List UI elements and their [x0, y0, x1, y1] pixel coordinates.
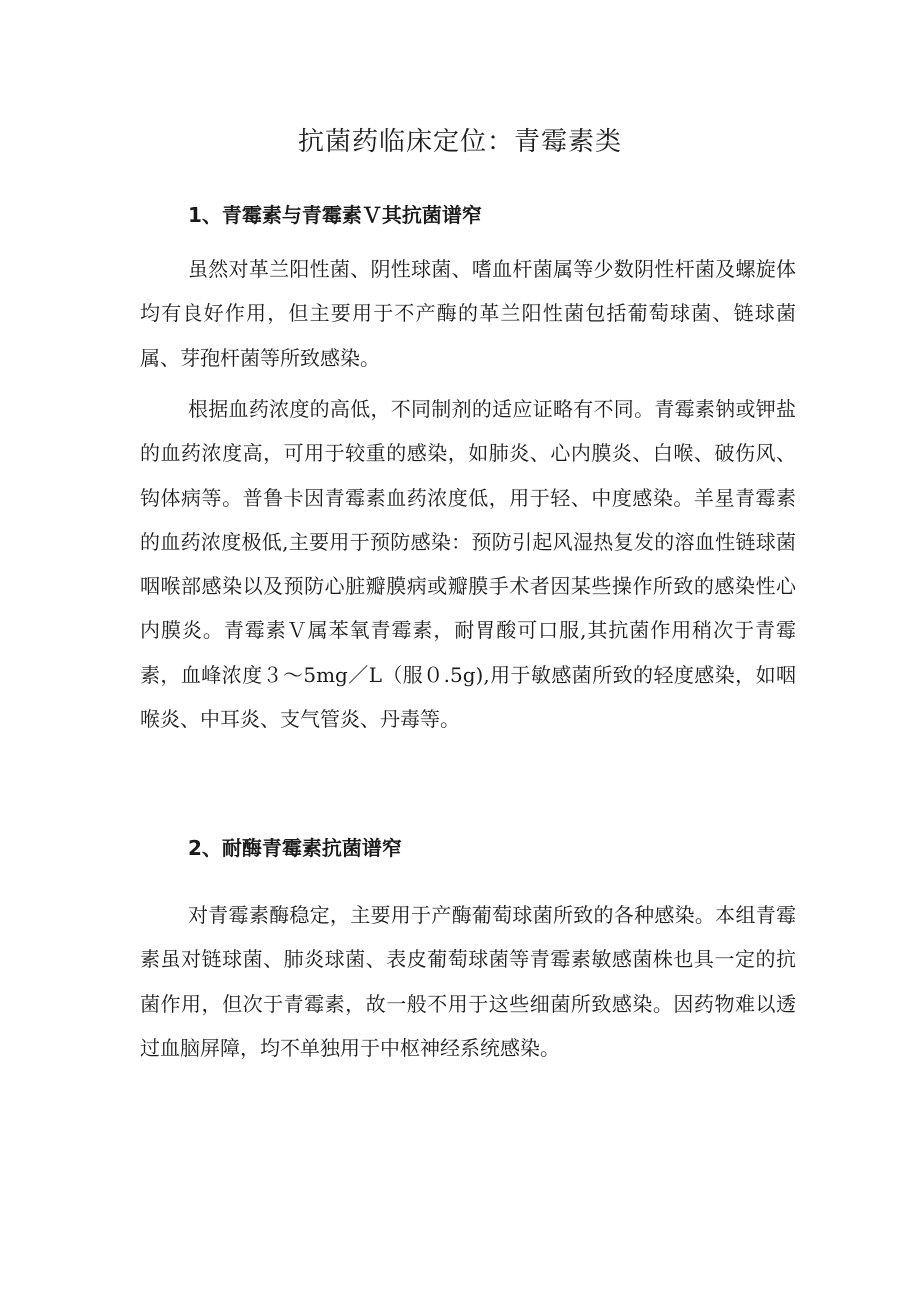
section-heading-enzyme-resistant: 2、耐酶青霉素抗菌谱窄 — [188, 836, 402, 860]
paragraph-enzyme-stability: 对青霉素酶稳定，主要用于产酶葡萄球菌所致的各种感染。本组青霉素虽对链球菌、肺炎球菌、表皮葡萄球菌等青霉素敏感菌株也具一定的抗菌作用，但次于青霉素，故一般不用于这些细菌所致感染。因药物难以透过血脑屏障，均不单独用于中枢神经系统感染。 — [140, 903, 796, 1060]
paragraph-spectrum: 虽然对革兰阳性菌、阴性球菌、嗜血杆菌属等少数阴性杆菌及螺旋体均有良好作用，但主要用于不产酶的革兰阳性菌包括葡萄球菌、链球菌属、芽孢杆菌等所致感染。 — [140, 257, 796, 370]
section-heading-penicillin-v: 1、青霉素与青霉素Ｖ其抗菌谱窄 — [188, 203, 482, 227]
paragraph-blood-concentration: 根据血药浓度的高低，不同制剂的适应证略有不同。青霉素钠或钾盐的血药浓度高，可用于较重的感染，如肺炎、心内膜炎、白喉、破伤风、钩体病等。普鲁卡因青霉素血药浓度低，用于轻、中度感染。羊星青霉素的血药浓度极低,主要用于预防感染：预防引起风湿热复发的溶血性链球菌咽喉部感染以及预防心脏瓣膜病或瓣膜手术者因某些操作所致的感染性心内膜炎。青霉素Ｖ属苯氧青霉素，耐胃酸可口服,其抗菌作用稍次于青霉素，血峰浓度３～5mg／L（服０.5g),用于敏感菌所致的轻度感染，如咽喉炎、中耳炎、支气管炎、丹毒等。 — [140, 397, 796, 732]
page-title: 抗菌药临床定位：青霉素类 — [297, 127, 622, 157]
